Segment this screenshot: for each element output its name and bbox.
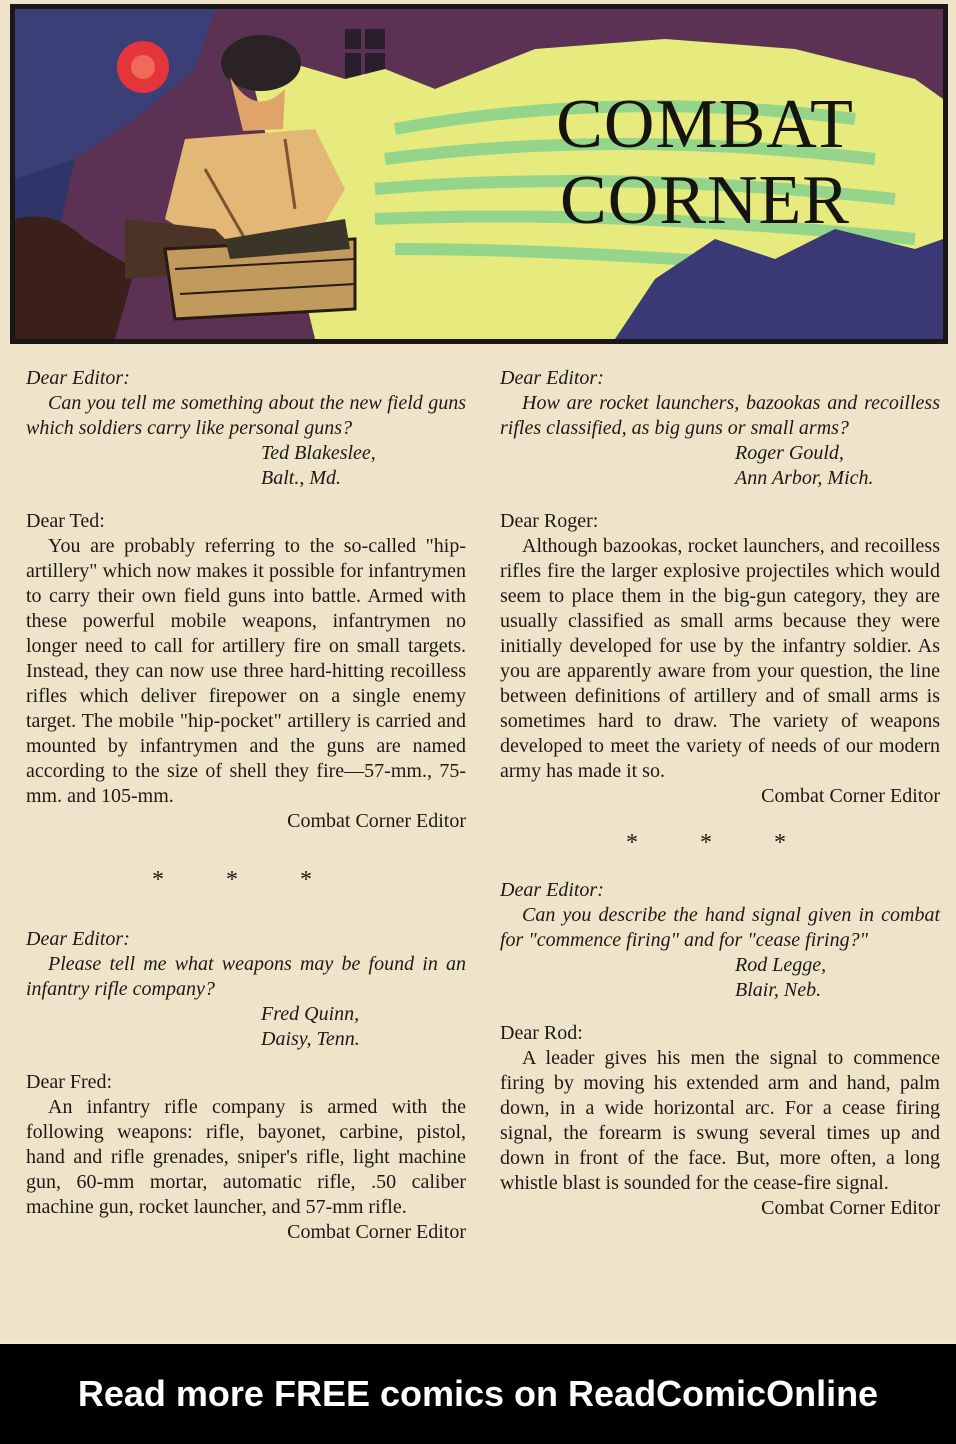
letter-question: Can you tell me something about the new field guns which soldiers carry like personal guns? bbox=[26, 392, 466, 439]
reply-salutation: Dear Rod: bbox=[500, 1022, 583, 1044]
separator-stars: * * * bbox=[626, 830, 814, 856]
signature-place: Blair, Neb. bbox=[735, 979, 822, 1001]
editor-signature: Combat Corner Editor bbox=[287, 810, 466, 832]
letter-ted bbox=[26, 366, 466, 834]
letter-salutation: Dear Editor: bbox=[26, 928, 130, 950]
right-column bbox=[500, 366, 940, 1221]
editor-signature: Combat Corner Editor bbox=[287, 1221, 466, 1243]
signature-place: Balt., Md. bbox=[261, 467, 341, 489]
promo-footer-text: Read more FREE comics on ReadComicOnline bbox=[77, 1373, 879, 1414]
signature-name: Fred Quinn, bbox=[261, 1003, 360, 1025]
letter-question: Can you describe the hand signal given in combat for "commence firing" and for "cease firing?" bbox=[500, 904, 940, 951]
reply-salutation: Dear Fred: bbox=[26, 1071, 113, 1093]
banner-title-line1: COMBAT bbox=[556, 86, 854, 163]
left-column bbox=[26, 366, 466, 1245]
banner-title bbox=[535, 87, 875, 239]
reply-text: Although bazookas, rocket launchers, and recoilless rifles fire the larger explosive projectiles which would seem to place them in the big-gun category, they are usually classified as small arms because they were initially developed for use by the infantry soldier. As you are apparently aware from your question, the line between definitions of artillery and of small arms is sometimes hard to draw. The variety of weapons developed to meet the variety of needs of our modern army has made it so. bbox=[500, 535, 940, 782]
promo-footer bbox=[0, 1344, 956, 1444]
letter-salutation: Dear Editor: bbox=[500, 879, 604, 901]
banner-title-line2: CORNER bbox=[560, 162, 850, 239]
letter-question: Please tell me what weapons may be found in an infantry rifle company? bbox=[26, 953, 466, 1000]
letter-salutation: Dear Editor: bbox=[26, 367, 130, 389]
reply-text: You are probably referring to the so-called "hip-artillery" which now makes it possible for infantrymen to carry their own field guns into battle. Armed with these powerful mobile weapons, infantrymen no longer need to call for artillery fire on small targets. Instead, they can now use three hard-hitting recoilless rifles which deliver firepower on a single enemy target. The mobile "hip-pocket" artillery is carried and mounted by infantrymen and the guns are named according to the size of shell they fire—57-mm., 75-mm. and 105-mm. bbox=[26, 535, 466, 807]
editor-signature: Combat Corner Editor bbox=[761, 785, 940, 807]
letter-rod bbox=[500, 878, 940, 1221]
signature-place: Ann Arbor, Mich. bbox=[735, 467, 874, 489]
letter-roger bbox=[500, 366, 940, 809]
signature-name: Ted Blakeslee, bbox=[261, 442, 376, 464]
letter-question: How are rocket launchers, bazookas and recoilless rifles classified, as big guns or small arms? bbox=[500, 392, 940, 439]
letter-fred bbox=[26, 927, 466, 1245]
separator-stars: * * * bbox=[152, 867, 340, 893]
combat-corner-banner bbox=[10, 4, 948, 344]
editor-signature: Combat Corner Editor bbox=[761, 1197, 940, 1219]
reply-text: An infantry rifle company is armed with the following weapons: rifle, bayonet, carbine, pistol, hand and rifle grenades, sniper's rifle, light machine gun, 60-mm mortar, automatic rifle, .50 caliber machine gun, rocket launcher, and 57-mm rifle. bbox=[26, 1096, 466, 1218]
signature-place: Daisy, Tenn. bbox=[261, 1028, 360, 1050]
reply-salutation: Dear Roger: bbox=[500, 510, 599, 532]
reply-text: A leader gives his men the signal to commence firing by moving his extended arm and hand, palm down, in a wide horizontal arc. For a cease firing signal, the forearm is swung several times up and down in front of the face. But, more often, a long whistle blast is sounded for the cease-fire signal. bbox=[500, 1047, 940, 1194]
letter-salutation: Dear Editor: bbox=[500, 367, 604, 389]
signature-name: Rod Legge, bbox=[735, 954, 827, 976]
reply-salutation: Dear Ted: bbox=[26, 510, 105, 532]
signature-name: Roger Gould, bbox=[735, 442, 844, 464]
